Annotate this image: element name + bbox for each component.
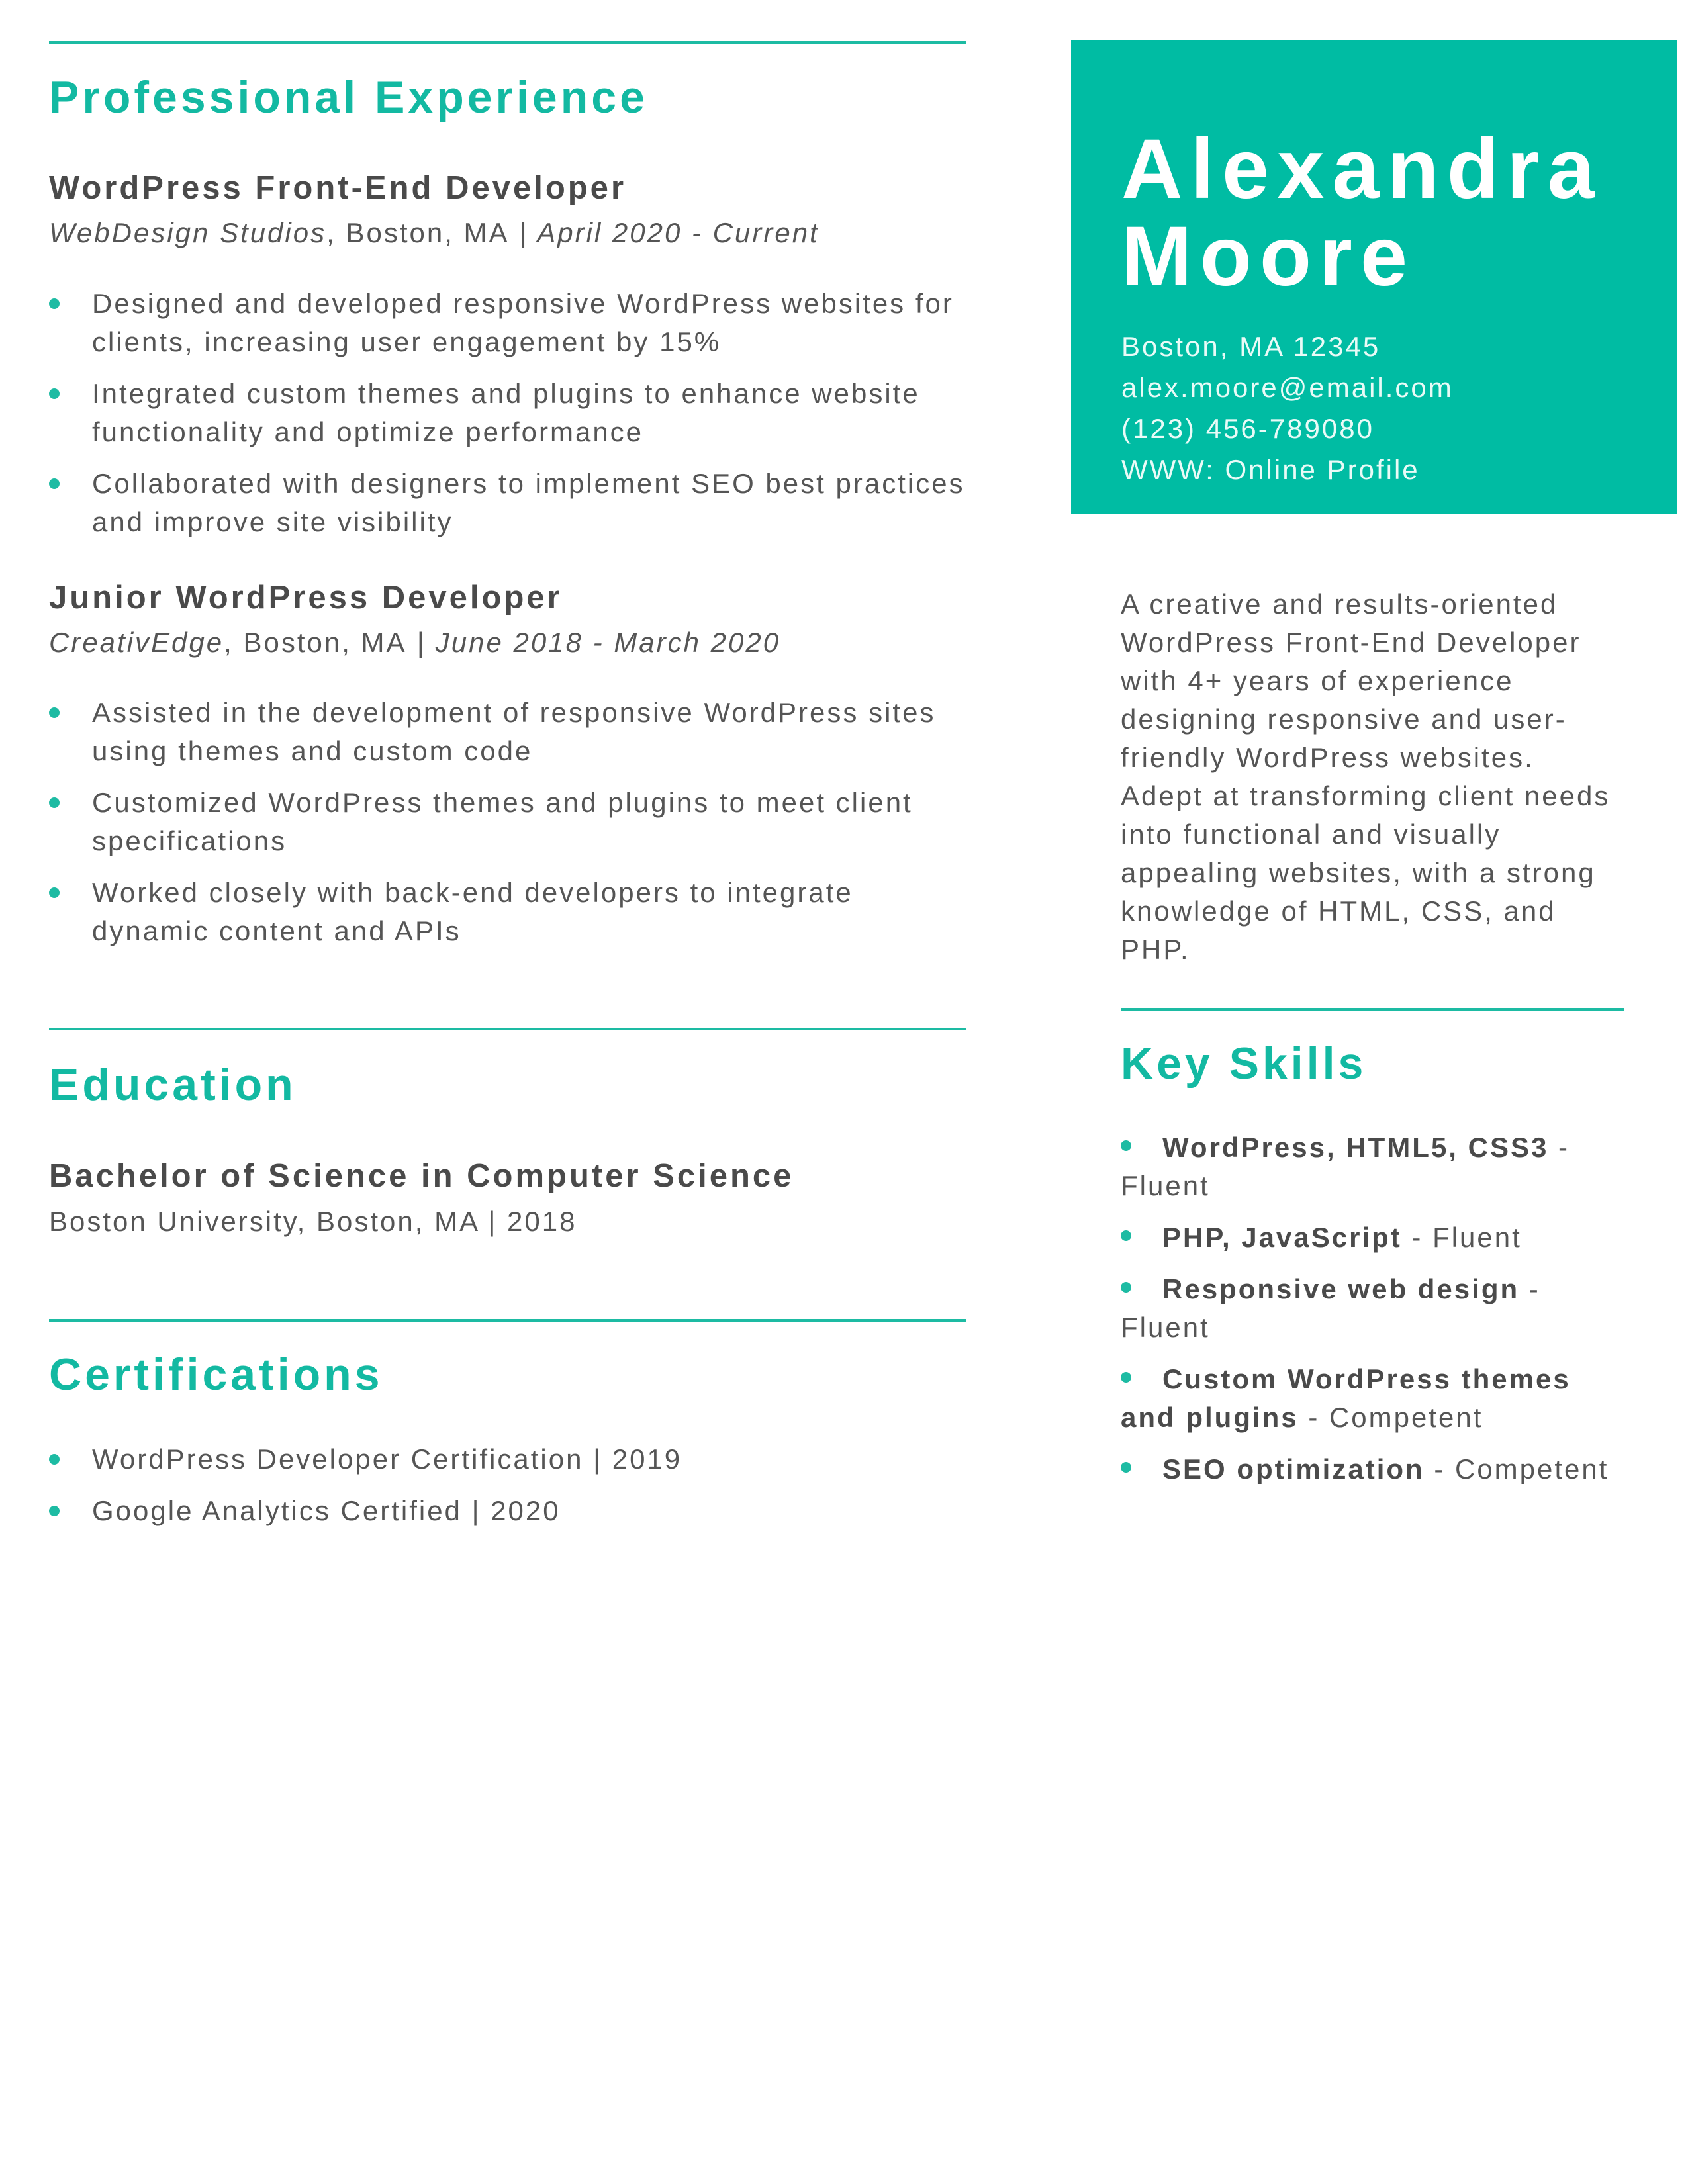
list-item [1121, 1218, 1624, 1257]
list-item [1121, 1270, 1624, 1347]
bullet-icon [1121, 1462, 1131, 1473]
skills-list [1121, 1128, 1624, 1502]
job-bullets [49, 694, 976, 964]
list-item: Assisted in the development of responsive WordPress sites using themes and custom code [49, 694, 976, 770]
bullet-icon [49, 1506, 60, 1516]
contact-website[interactable]: WWW: Online Profile [1121, 454, 1420, 485]
contact-phone: (123) 456-789080 [1121, 413, 1374, 444]
job-dates: | April 2020 - Current [509, 217, 820, 248]
experience-divider [49, 41, 966, 44]
list-item: Designed and developed responsive WordPress websites for clients, increasing user engagement by 15% [49, 285, 976, 361]
job-location: , Boston, MA [326, 217, 510, 248]
list-item: Customized WordPress themes and plugins to meet client specifications [49, 784, 976, 860]
candidate-name [1121, 122, 1603, 304]
skill-name: PHP, JavaScript [1162, 1222, 1402, 1253]
profile-summary: A creative and results-oriented WordPress Front-End Developer with 4+ years of experience designing responsive and user-friendly WordPress websites. Adept at transforming client needs into functional and visually appealing websites, with a strong knowledge of HTML, CSS, and PHP. [1121, 588, 1611, 965]
name-header-panel [1071, 40, 1677, 514]
education-divider [49, 1028, 966, 1030]
job-location: , Boston, MA [224, 627, 407, 658]
bullet-icon [49, 887, 60, 898]
bullet-icon [49, 1454, 60, 1465]
bullet-icon [49, 388, 60, 399]
list-item: WordPress Developer Certification | 2019 [49, 1440, 976, 1479]
school-info: Boston University, Boston, MA | 2018 [49, 1206, 577, 1237]
bullet-icon [49, 298, 60, 309]
first-name: Alexandra [1121, 122, 1603, 216]
job-company: WebDesign Studios [49, 217, 327, 248]
certifications-heading: Certifications [49, 1349, 383, 1400]
job-title: WordPress Front-End Developer [49, 170, 627, 206]
job-dates: | June 2018 - March 2020 [406, 627, 781, 658]
bullet-icon [1121, 1372, 1131, 1383]
skill-name: WordPress, HTML5, CSS3 [1162, 1132, 1549, 1163]
bullet-icon [1121, 1282, 1131, 1293]
skill-name: SEO optimization [1162, 1453, 1425, 1484]
list-item: Collaborated with designers to implement SEO best practices and improve site visibility [49, 465, 976, 541]
certifications-divider [49, 1319, 966, 1322]
job-title: Junior WordPress Developer [49, 580, 563, 615]
contact-email[interactable]: alex.moore@email.com [1121, 372, 1454, 403]
list-item [1121, 1450, 1624, 1488]
list-item: Worked closely with back-end developers to integrate dynamic content and APIs [49, 874, 976, 950]
skill-level: - Fluent [1121, 1273, 1540, 1343]
certifications-list [49, 1440, 976, 1543]
bullet-icon [49, 797, 60, 808]
skills-divider [1121, 1008, 1624, 1011]
skill-level: - Fluent [1401, 1222, 1522, 1253]
skill-name: Custom WordPress themes and plugins [1121, 1363, 1571, 1433]
skill-name: Responsive web design [1162, 1273, 1520, 1304]
job-meta [49, 627, 780, 659]
skill-level: - Fluent [1121, 1132, 1570, 1201]
bullet-icon [49, 478, 60, 489]
skill-level: - Competent [1424, 1453, 1609, 1484]
contact-location: Boston, MA 12345 [1121, 331, 1381, 362]
bullet-icon [1121, 1230, 1131, 1241]
bullet-icon [1121, 1140, 1131, 1151]
job-meta [49, 217, 820, 249]
list-item [1121, 1128, 1624, 1205]
last-name: Moore [1121, 209, 1415, 304]
list-item [1121, 1360, 1624, 1437]
job-bullets [49, 285, 976, 555]
education-heading: Education [49, 1060, 297, 1110]
skills-heading: Key Skills [1121, 1038, 1367, 1089]
experience-heading: Professional Experience [49, 72, 648, 122]
skill-level: - Competent [1298, 1402, 1483, 1433]
degree-title: Bachelor of Science in Computer Science [49, 1158, 794, 1194]
list-item: Google Analytics Certified | 2020 [49, 1492, 976, 1530]
list-item: Integrated custom themes and plugins to enhance website functionality and optimize performance [49, 375, 976, 451]
bullet-icon [49, 707, 60, 718]
job-company: CreativEdge [49, 627, 224, 658]
